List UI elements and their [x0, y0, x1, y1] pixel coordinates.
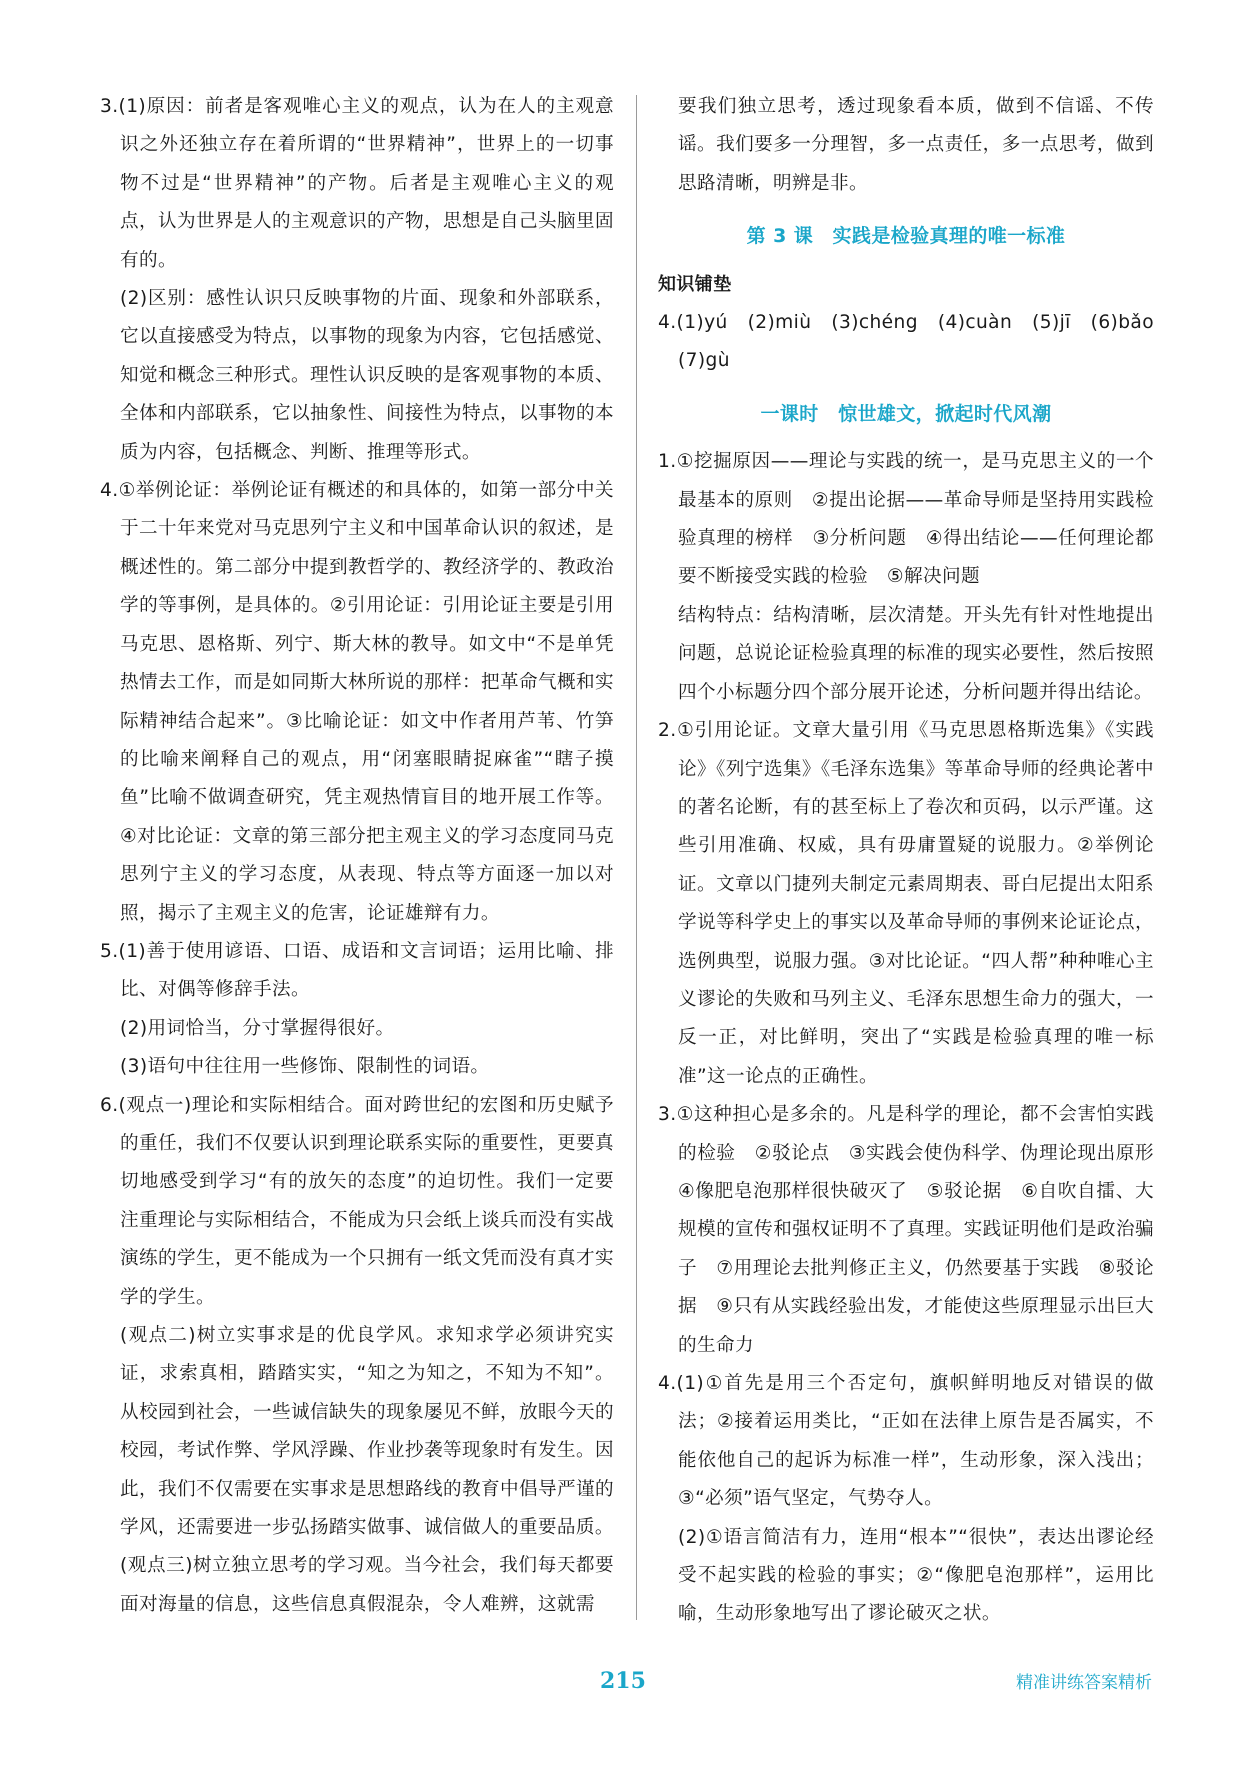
answer-6-view-3: (观点三)树立独立思考的学习观。当今社会，我们每天都要面对海量的信息，这些信息真假混杂，令人难辨，这就需: [120, 1555, 614, 1615]
answer-3: 3.(1)原因：前者是客观唯心主义的观点，认为在人的主观意识之外还独立存在着所谓的“世界精神”，世界上的一切事物不过是“世界精神”的产物。后者是主观唯心主义的观点，认为世界是人的主观意识的产物，思想是自己头脑里固有的。: [100, 96, 614, 271]
answer-5-part-2: (2)用词恰当，分寸掌握得很好。: [120, 1017, 395, 1039]
lesson-answer-1-structure: 结构特点：结构清晰，层次清楚。开头先有针对性地提出问题，总说论证检验真理的标准的现实必要性，然后按照四个小标题分四个部分展开论述，分析问题并得出结论。: [678, 604, 1154, 703]
lesson-answer-4: 4.(1)①首先是用三个否定句，旗帜鲜明地反对错误的做法；②接着运用类比，“正如在法律上原告是否属实，不能依他自己的起诉为标准一样”，生动形象，深入浅出；③“必须”语气坚定，气势夺人。: [658, 1373, 1154, 1510]
answer-5-part-3: (3)语句中往往用一些修饰、限制性的词语。: [120, 1056, 490, 1078]
answer-5: 5.(1)善于使用谚语、口语、成语和文言词语；运用比喻、排比、对偶等修辞手法。: [100, 940, 614, 1001]
footer-label: 精准讲练答案精析: [1016, 1673, 1152, 1693]
lesson-answer-4-part-2: (2)①语言简洁有力，连用“根本”“很快”，表达出谬论经受不起实践的检验的事实；②“像肥皂泡那样”，运用比喻，生动形象地写出了谬论破灭之状。: [678, 1526, 1154, 1625]
answer-4: 4.①举例论证：举例论证有概述的和具体的，如第一部分中关于二十年来党对马克思列宁主义和中国革命认识的叙述，是概述性的。第二部分中提到教哲学的、教经济学的、教政治学的等事例，是具体的。②引用论证：引用论证主要是引用马克思、恩格斯、列宁、斯大林的教导。如文中“不是单凭热情去工作，而是如同斯大林所说的那样：把革命气概和实际精神结合起来”。③比喻论证：如文中作者用芦苇、竹笋的比喻来阐释自己的观点，用“闭塞眼睛捉麻雀”“瞎子摸鱼”比喻不做调查研究，凭主观热情盲目的地开展工作等。④对比论证：文章的第三部分把主观主义的学习态度同马克思列宁主义的学习态度，从表现、特点等方面逐一加以对照，揭示了主观主义的危害，论证雄辩有力。: [100, 480, 614, 924]
answer-6-continued: 要我们独立思考，透过现象看本质，做到不信谣、不传谣。我们要多一分理智，多一点责任，多一点思考，做到思路清晰，明辨是非。: [678, 96, 1154, 194]
answer-3-part-2: (2)区别：感性认识只反映事物的片面、现象和外部联系，它以直接感受为特点，以事物的现象为内容，它包括感觉、知觉和概念三种形式。理性认识反映的是客观事物的本质、全体和内部联系，它以抽象性、间接性为特点，以事物的本质为内容，包括概念、判断、推理等形式。: [120, 288, 614, 463]
lesson-answer-1: 1.①挖掘原因——理论与实践的统一，是马克思主义的一个最基本的原则 ②提出论据——革命导师是坚持用实践检验真理的榜样 ③分析问题 ④得出结论——任何理论都要不断接受实践的检验 ⑤解决问题: [658, 451, 1154, 588]
column-divider: [636, 95, 637, 1620]
answer-6: 6.(观点一)理论和实际相结合。面对跨世纪的宏图和历史赋予的重任，我们不仅要认识到理论联系实际的重要性，更要真切地感受到学习“有的放矢的态度”的迫切性。我们一定要注重理论与实际相结合，不能成为只会纸上谈兵而没有实战演练的学生，更不能成为一个只拥有一纸文凭而没有真才实学的学生。: [100, 1094, 614, 1308]
lesson-subtitle: 一课时 惊世雄文，掀起时代风潮: [760, 402, 1052, 425]
lesson-title: 第 3 课 实践是检验真理的唯一标准: [746, 225, 1066, 248]
left-column: [100, 88, 614, 1624]
page-number: 215: [600, 1668, 646, 1694]
answer-6-view-2: (观点二)树立实事求是的优良学风。求知求学必须讲究实证，求索真相，踏踏实实，“知之为知之，不知为不知”。从校园到社会，一些诚信缺失的现象屡见不鲜，放眼今天的校园，考试作弊、学风浮躁、作业抄袭等现象时有发生。因此，我们不仅需要在实事求是思想路线的教育中倡导严谨的学风，还需要进一步弘扬踏实做事、诚信做人的重要品质。: [120, 1325, 614, 1539]
lesson-answer-2: 2.①引用论证。文章大量引用《马克思恩格斯选集》《实践论》《列宁选集》《毛泽东选集》等革命导师的经典论著中的著名论断，有的甚至标上了卷次和页码，以示严谨。这些引用准确、权威，具有毋庸置疑的说服力。②举例论证。文章以门捷列夫制定元素周期表、哥白尼提出太阳系学说等科学史上的事实以及革命导师的事例来论证论点，选例典型，说服力强。③对比论证。“四人帮”种种唯心主义谬论的失败和马列主义、毛泽东思想生命力的强大，一反一正，对比鲜明，突出了“实践是检验真理的唯一标准”这一论点的正确性。: [658, 720, 1154, 1087]
right-column: [658, 88, 1173, 1634]
pinyin-answer: 4.(1)yú (2)miù (3)chéng (4)cuàn (5)jī (6)bǎo (7)gù: [658, 312, 1173, 372]
lesson-answer-3: 3.①这种担心是多余的。凡是科学的理论，都不会害怕实践的检验 ②驳论点 ③实践会使伪科学、伪理论现出原形 ④像肥皂泡那样很快破灭了 ⑤驳论据 ⑥自吹自擂、大规模的宣传和强权证明不了真理。实践证明他们是政治骗子 ⑦用理论去批判修正主义，仍然要基于实践 ⑧驳论据 ⑨只有从实践经验出发，才能使这些原理显示出巨大的生命力: [658, 1104, 1173, 1356]
section-heading: 知识铺垫: [658, 273, 732, 295]
